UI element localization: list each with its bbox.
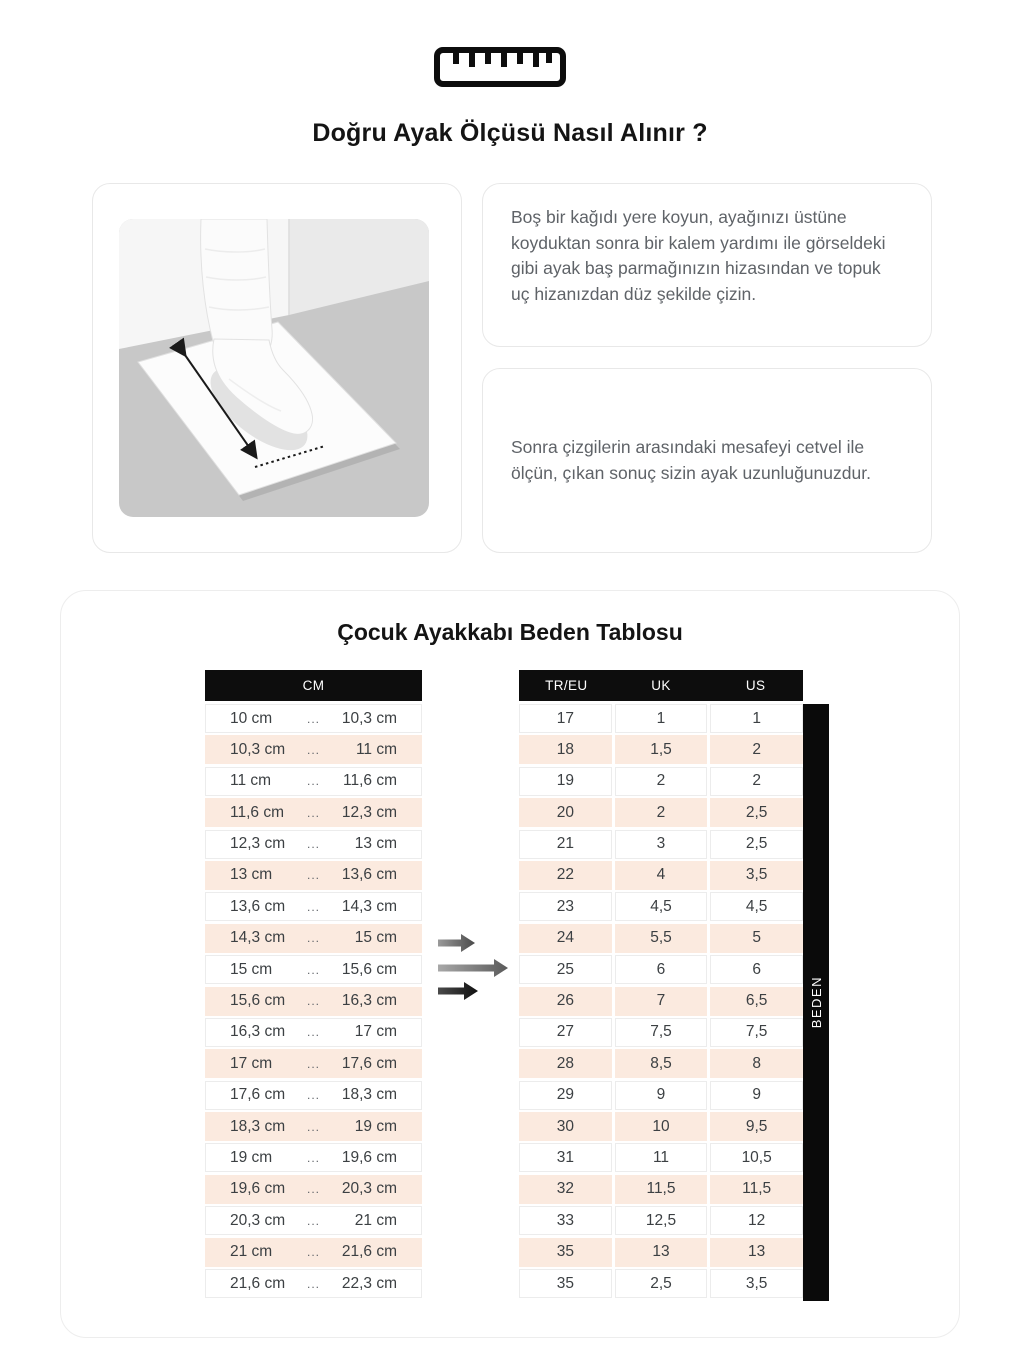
size-row — [519, 1049, 803, 1078]
instruction-card-1 — [482, 183, 932, 347]
cm-range-row — [205, 1269, 422, 1298]
uk-header: UK — [651, 678, 671, 693]
tr-eu-cell: 26 — [519, 987, 612, 1016]
range-separator: ... — [306, 1025, 320, 1040]
cm-from-cell: 13,6 cm — [230, 897, 286, 915]
us-cell: 12 — [710, 1206, 803, 1235]
tr-eu-cell: 19 — [519, 767, 612, 796]
size-row — [519, 861, 803, 890]
size-row — [519, 1206, 803, 1235]
range-separator: ... — [306, 899, 320, 914]
cm-range-row — [205, 1206, 422, 1235]
cm-from-cell: 11,6 cm — [230, 803, 284, 821]
us-cell: 6 — [710, 955, 803, 984]
cm-from-cell: 11 cm — [230, 772, 272, 790]
cm-to-cell: 11 cm — [355, 740, 397, 758]
us-cell: 2,5 — [710, 830, 803, 859]
cm-to-cell: 12,3 cm — [341, 803, 397, 821]
intl-size-table — [519, 670, 803, 1300]
tr-eu-cell: 33 — [519, 1206, 612, 1235]
transfer-arrows-icon — [433, 926, 513, 1006]
instruction-step-1-text: Boş bir kağıdı yere koyun, ayağınızı üstüne koyduktan sonra bir kalem yardımı ile görseldeki gibi ayak baş parmağınızın hizasından ve topuk uç hizanızdan düz şekilde çizin. — [511, 207, 886, 304]
size-row — [519, 1175, 803, 1204]
cm-to-cell: 19 cm — [354, 1117, 397, 1135]
uk-cell: 9 — [615, 1081, 708, 1110]
size-row — [519, 798, 803, 827]
cm-range-row — [205, 767, 422, 796]
instruction-card-2 — [482, 368, 932, 553]
cm-to-cell: 16,3 cm — [341, 992, 397, 1010]
us-cell: 11,5 — [710, 1175, 803, 1204]
range-separator: ... — [306, 1276, 320, 1291]
us-cell: 5 — [710, 924, 803, 953]
tr-eu-cell: 23 — [519, 892, 612, 921]
us-cell: 9,5 — [710, 1112, 803, 1141]
tr-eu-cell: 31 — [519, 1143, 612, 1172]
cm-to-cell: 17,6 cm — [341, 1054, 397, 1072]
range-separator: ... — [306, 774, 320, 789]
cm-to-cell: 13 cm — [354, 835, 397, 853]
cm-range-row — [205, 1143, 422, 1172]
uk-cell: 2 — [615, 798, 708, 827]
cm-from-cell: 17 cm — [230, 1054, 273, 1072]
us-cell: 7,5 — [710, 1018, 803, 1047]
size-row — [519, 1143, 803, 1172]
uk-cell: 2 — [615, 767, 708, 796]
cm-range-row — [205, 1049, 422, 1078]
cm-to-cell: 21,6 cm — [341, 1243, 397, 1261]
size-row — [519, 1269, 803, 1298]
cm-from-cell: 13 cm — [230, 866, 273, 884]
cm-to-cell: 21 cm — [354, 1211, 397, 1229]
cm-range-row — [205, 955, 422, 984]
tr-eu-cell: 20 — [519, 798, 612, 827]
cm-range-row — [205, 1081, 422, 1110]
us-cell: 2,5 — [710, 798, 803, 827]
cm-range-row — [205, 987, 422, 1016]
range-separator: ... — [306, 1150, 320, 1165]
tr-eu-cell: 35 — [519, 1269, 612, 1298]
cm-to-cell: 10,3 cm — [341, 709, 397, 727]
uk-cell: 7,5 — [615, 1018, 708, 1047]
cm-to-cell: 15 cm — [354, 929, 397, 947]
tr-eu-cell: 22 — [519, 861, 612, 890]
tr-eu-cell: 17 — [519, 704, 612, 733]
cm-range-row — [205, 924, 422, 953]
uk-cell: 10 — [615, 1112, 708, 1141]
range-separator: ... — [306, 931, 320, 946]
cm-to-cell: 14,3 cm — [341, 897, 397, 915]
uk-cell: 4 — [615, 861, 708, 890]
size-row — [519, 704, 803, 733]
uk-cell: 7 — [615, 987, 708, 1016]
cm-from-cell: 21,6 cm — [230, 1274, 286, 1292]
cm-to-cell: 15,6 cm — [341, 960, 397, 978]
cm-from-cell: 10,3 cm — [230, 740, 286, 758]
cm-from-cell: 18,3 cm — [230, 1117, 286, 1135]
uk-cell: 8,5 — [615, 1049, 708, 1078]
uk-cell: 1,5 — [615, 735, 708, 764]
cm-range-row — [205, 1112, 422, 1141]
uk-cell: 1 — [615, 704, 708, 733]
uk-cell: 2,5 — [615, 1269, 708, 1298]
cm-to-cell: 17 cm — [354, 1023, 397, 1041]
range-separator: ... — [306, 1119, 320, 1134]
page-title: Doğru Ayak Ölçüsü Nasıl Alınır ? — [312, 119, 708, 147]
range-separator: ... — [306, 868, 320, 883]
tr-eu-cell: 27 — [519, 1018, 612, 1047]
size-row — [519, 735, 803, 764]
cm-table-body — [205, 704, 422, 1298]
cm-range-row — [205, 1175, 422, 1204]
cm-from-cell: 15,6 cm — [230, 992, 286, 1010]
cm-from-cell: 19 cm — [230, 1148, 273, 1166]
us-cell: 2 — [710, 767, 803, 796]
cm-to-cell: 19,6 cm — [341, 1148, 397, 1166]
us-cell: 10,5 — [710, 1143, 803, 1172]
us-cell: 2 — [710, 735, 803, 764]
size-row — [519, 1112, 803, 1141]
cm-range-row — [205, 735, 422, 764]
size-row — [519, 830, 803, 859]
cm-to-cell: 13,6 cm — [341, 866, 397, 884]
uk-cell: 5,5 — [615, 924, 708, 953]
size-row — [519, 1238, 803, 1267]
uk-cell: 13 — [615, 1238, 708, 1267]
size-row — [519, 1018, 803, 1047]
cm-from-cell: 16,3 cm — [230, 1023, 286, 1041]
tr-eu-cell: 32 — [519, 1175, 612, 1204]
tr-eu-cell: 30 — [519, 1112, 612, 1141]
tr-eu-header: TR/EU — [545, 678, 588, 693]
range-separator: ... — [306, 711, 320, 726]
us-cell: 6,5 — [710, 987, 803, 1016]
size-row — [519, 892, 803, 921]
range-separator: ... — [306, 1213, 320, 1228]
cm-table — [205, 670, 422, 1300]
uk-cell: 11 — [615, 1143, 708, 1172]
uk-cell: 3 — [615, 830, 708, 859]
tr-eu-cell: 18 — [519, 735, 612, 764]
tr-eu-cell: 21 — [519, 830, 612, 859]
us-cell: 4,5 — [710, 892, 803, 921]
uk-cell: 6 — [615, 955, 708, 984]
size-row — [519, 955, 803, 984]
tr-eu-cell: 25 — [519, 955, 612, 984]
us-cell: 9 — [710, 1081, 803, 1110]
cm-table-header: CM — [205, 670, 422, 701]
cm-from-cell: 20,3 cm — [230, 1211, 286, 1229]
foot-measure-photo-card — [92, 183, 462, 553]
range-separator: ... — [306, 805, 320, 820]
cm-to-cell: 20,3 cm — [341, 1180, 397, 1198]
tr-eu-cell: 29 — [519, 1081, 612, 1110]
range-separator: ... — [306, 1056, 320, 1071]
range-separator: ... — [306, 837, 320, 852]
cm-range-row — [205, 1018, 422, 1047]
uk-cell: 12,5 — [615, 1206, 708, 1235]
us-cell: 8 — [710, 1049, 803, 1078]
tr-eu-cell: 24 — [519, 924, 612, 953]
size-row — [519, 1081, 803, 1110]
range-separator: ... — [306, 994, 320, 1009]
beden-side-label: BEDEN — [803, 704, 829, 1301]
cm-from-cell: 19,6 cm — [230, 1180, 286, 1198]
cm-from-cell: 17,6 cm — [230, 1086, 286, 1104]
us-header: US — [745, 678, 766, 693]
foot-measure-photo — [119, 219, 429, 517]
us-cell: 3,5 — [710, 861, 803, 890]
cm-range-row — [205, 1238, 422, 1267]
size-row — [519, 767, 803, 796]
cm-from-cell: 21 cm — [230, 1243, 273, 1261]
tr-eu-cell: 28 — [519, 1049, 612, 1078]
cm-from-cell: 15 cm — [230, 960, 273, 978]
range-separator: ... — [306, 962, 320, 977]
range-separator: ... — [306, 1182, 320, 1197]
cm-to-cell: 11,6 cm — [343, 772, 397, 790]
us-cell: 13 — [710, 1238, 803, 1267]
ruler-icon — [433, 46, 567, 88]
cm-range-row — [205, 892, 422, 921]
intl-size-table-header — [519, 670, 803, 701]
cm-range-row — [205, 830, 422, 859]
size-table-title: Çocuk Ayakkabı Beden Tablosu — [337, 619, 683, 645]
range-separator: ... — [306, 1245, 320, 1260]
cm-to-cell: 22,3 cm — [341, 1274, 397, 1292]
size-row — [519, 987, 803, 1016]
cm-from-cell: 12,3 cm — [230, 835, 286, 853]
range-separator: ... — [306, 742, 320, 757]
uk-cell: 11,5 — [615, 1175, 708, 1204]
intl-size-table-body — [519, 704, 803, 1298]
instruction-step-2-text: Sonra çizgilerin arasındaki mesafeyi cetvel ile ölçün, çıkan sonuç sizin ayak uzunluğunuzdur. — [511, 436, 871, 483]
tr-eu-cell: 35 — [519, 1238, 612, 1267]
size-row — [519, 924, 803, 953]
cm-to-cell: 18,3 cm — [341, 1086, 397, 1104]
cm-range-row — [205, 704, 422, 733]
size-table-card — [60, 590, 960, 1338]
range-separator: ... — [306, 1088, 320, 1103]
cm-range-row — [205, 798, 422, 827]
us-cell: 3,5 — [710, 1269, 803, 1298]
us-cell: 1 — [710, 704, 803, 733]
cm-from-cell: 10 cm — [230, 709, 273, 727]
cm-range-row — [205, 861, 422, 890]
uk-cell: 4,5 — [615, 892, 708, 921]
cm-from-cell: 14,3 cm — [230, 929, 286, 947]
